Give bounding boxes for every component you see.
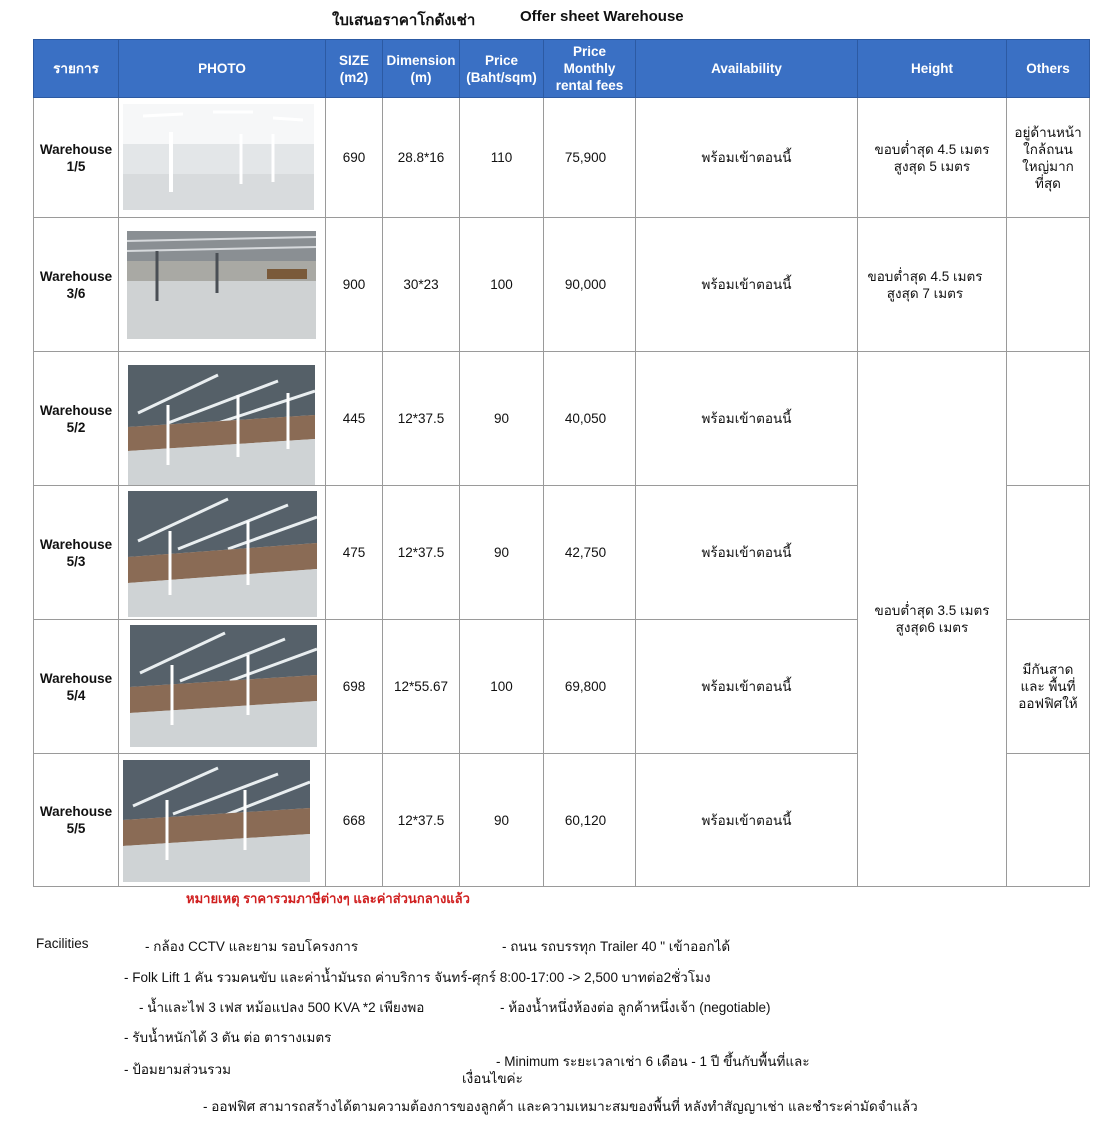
header-price: Price (Baht/sqm)	[460, 40, 544, 98]
row-size: 900	[326, 218, 383, 352]
warehouse-photo[interactable]	[128, 491, 317, 617]
facility-cctv: - กล้อง CCTV และยาม รอบโครงการ	[145, 939, 359, 954]
table-row	[34, 98, 1090, 218]
row-rent: 75,900	[544, 98, 636, 218]
facility-utilities: - น้ำและไฟ 3 เฟส หม้อแปลง 500 KVA *2 เพียงพอ	[139, 1000, 425, 1015]
header-monthly-rent: Price Monthly rental fees	[544, 40, 636, 98]
row-size: 668	[326, 754, 383, 887]
row-price: 90	[460, 352, 544, 486]
row-availability: พร้อมเข้าตอนนี้	[636, 754, 858, 887]
facility-office: - ออฟฟิศ สามารถสร้างได้ตามความต้องการของลูกค้า และความเหมาะสมของพื้นที่ หลังทำสัญญาเช่า และชำระค่ามัดจำแล้ว	[203, 1099, 918, 1114]
photo-cell	[119, 218, 326, 352]
row-dimension: 30*23	[383, 218, 460, 352]
row-price: 110	[460, 98, 544, 218]
header-height: Height	[858, 40, 1007, 98]
row-price: 90	[460, 486, 544, 620]
warehouse-photo[interactable]	[123, 760, 310, 882]
table-row	[34, 352, 1090, 486]
row-rent: 90,000	[544, 218, 636, 352]
row-others: อยู่ด้านหน้า ใกล้ถนน ใหญ่มาก ที่สุด	[1007, 98, 1090, 218]
photo-cell	[119, 352, 326, 486]
table-header-row	[34, 40, 1090, 98]
header-availability: Availability	[636, 40, 858, 98]
table-row	[34, 218, 1090, 352]
row-others	[1007, 754, 1090, 887]
row-dimension: 12*37.5	[383, 486, 460, 620]
row-name: Warehouse 5/4	[34, 620, 119, 754]
facility-minimum-lease: - Minimum ระยะเวลาเช่า 6 เดือน - 1 ปี ขึ้นกับพื้นที่และ	[496, 1054, 810, 1069]
row-others	[1007, 486, 1090, 620]
row-availability: พร้อมเข้าตอนนี้	[636, 352, 858, 486]
row-name: Warehouse 5/3	[34, 486, 119, 620]
row-height: ขอบต่ำสุด 4.5 เมตร สูงสุด 7 เมตร	[858, 218, 1007, 352]
row-name: Warehouse 5/2	[34, 352, 119, 486]
row-name: Warehouse 1/5	[34, 98, 119, 218]
row-size: 445	[326, 352, 383, 486]
row-price: 100	[460, 218, 544, 352]
photo-cell	[119, 486, 326, 620]
photo-cell	[119, 754, 326, 887]
header-photo: PHOTO	[119, 40, 326, 98]
row-size: 690	[326, 98, 383, 218]
row-others	[1007, 352, 1090, 486]
photo-cell	[119, 98, 326, 218]
row-others	[1007, 218, 1090, 352]
row-name: Warehouse 3/6	[34, 218, 119, 352]
facility-toilet: - ห้องน้ำหนึ่งห้องต่อ ลูกค้าหนึ่งเจ้า (negotiable)	[500, 1000, 771, 1015]
price-note: หมายเหตุ ราคารวมภาษีต่างๆ และค่าส่วนกลางแล้ว	[186, 891, 470, 906]
facility-guard-post: - ป้อมยามส่วนรวม	[124, 1062, 231, 1077]
header-dimension: Dimension (m)	[383, 40, 460, 98]
row-dimension: 12*37.5	[383, 352, 460, 486]
row-rent: 42,750	[544, 486, 636, 620]
document-title	[0, 8, 1106, 30]
row-others: มีกันสาด และ พื้นที่ ออฟฟิศให้	[1007, 620, 1090, 754]
title-english: Offer sheet Warehouse	[520, 8, 684, 25]
warehouse-photo[interactable]	[130, 625, 317, 747]
row-size: 475	[326, 486, 383, 620]
facility-road: - ถนน รถบรรทุก Trailer 40 " เข้าออกได้	[502, 939, 731, 954]
facilities-label: Facilities	[36, 936, 89, 951]
row-availability: พร้อมเข้าตอนนี้	[636, 98, 858, 218]
facility-minimum-lease-cont: เงื่อนไขค่ะ	[462, 1071, 523, 1086]
row-rent: 40,050	[544, 352, 636, 486]
row-rent: 69,800	[544, 620, 636, 754]
row-rent: 60,120	[544, 754, 636, 887]
row-name: Warehouse 5/5	[34, 754, 119, 887]
row-availability: พร้อมเข้าตอนนี้	[636, 486, 858, 620]
header-size: SIZE (m2)	[326, 40, 383, 98]
row-price: 100	[460, 620, 544, 754]
photo-cell	[119, 620, 326, 754]
warehouse-photo[interactable]	[128, 365, 315, 485]
offer-table	[33, 39, 1090, 887]
header-others: Others	[1007, 40, 1090, 98]
row-availability: พร้อมเข้าตอนนี้	[636, 620, 858, 754]
title-thai: ใบเสนอราคาโกดังเช่า	[332, 12, 476, 29]
row-dimension: 12*37.5	[383, 754, 460, 887]
warehouse-photo[interactable]	[127, 231, 316, 339]
header-item: รายการ	[34, 40, 119, 98]
facility-load: - รับน้ำหนักได้ 3 ตัน ต่อ ตารางเมตร	[124, 1030, 332, 1045]
row-height: ขอบต่ำสุด 4.5 เมตร สูงสุด 5 เมตร	[858, 98, 1007, 218]
warehouse-photo[interactable]	[123, 104, 314, 210]
row-dimension: 28.8*16	[383, 98, 460, 218]
merged-height: ขอบต่ำสุด 3.5 เมตร สูงสุด6 เมตร	[858, 352, 1007, 887]
row-price: 90	[460, 754, 544, 887]
row-dimension: 12*55.67	[383, 620, 460, 754]
row-size: 698	[326, 620, 383, 754]
facility-forklift: - Folk Lift 1 คัน รวมคนขับ และค่าน้ำมันรถ ค่าบริการ จันทร์-ศุกร์ 8:00-17:00 -> 2,500 บาทต่อ2ชั่วโมง	[124, 970, 711, 985]
row-availability: พร้อมเข้าตอนนี้	[636, 218, 858, 352]
